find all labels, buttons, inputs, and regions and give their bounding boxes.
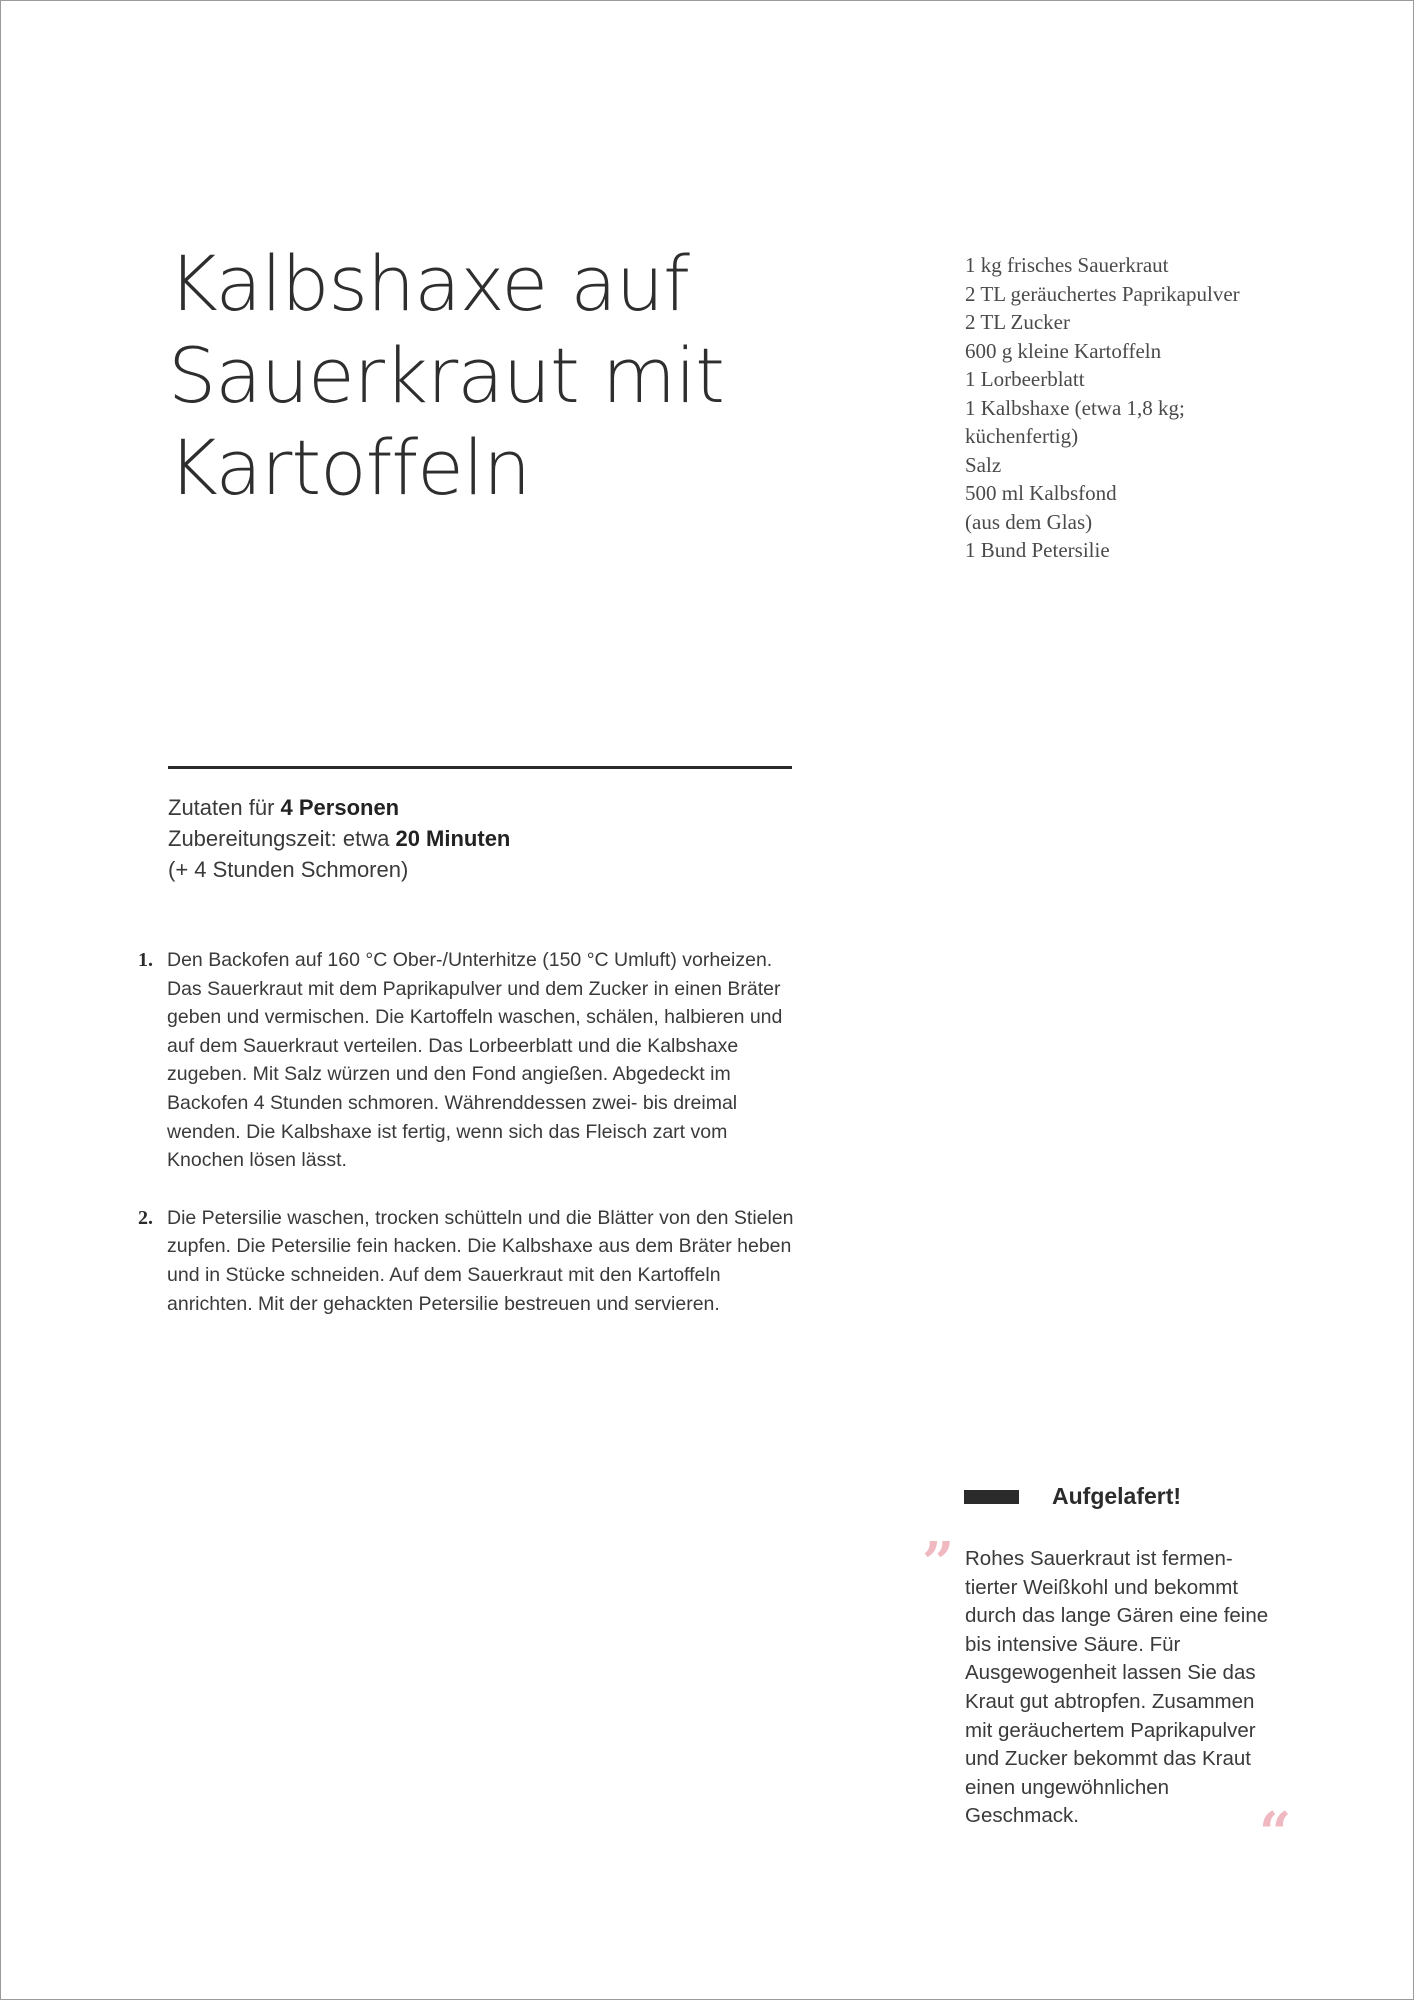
preparation-steps [136,946,796,1347]
ingredient-item: Salz [965,452,1002,477]
extra-time: (+ 4 Stunden Schmoren) [168,857,409,882]
section-divider [168,766,792,769]
servings-prefix: Zutaten für [168,795,281,820]
title-line-2: Sauerkraut mit [168,331,724,420]
tip-line: und Zucker bekommt das Kraut [965,1747,1251,1771]
tip-line: einen ungewöhnlichen [965,1775,1170,1799]
tip-line: Ausgewogenheit lassen Sie das [965,1661,1256,1685]
servings-line [168,792,788,823]
time-line [168,823,788,854]
ingredients-list [965,251,1325,565]
tip-line: Geschmack. [965,1804,1079,1828]
title-line-1: Kalbshaxe auf [168,239,689,328]
recipe-meta [168,792,788,885]
tip-line: durch das lange Gären eine feine [965,1604,1269,1628]
quote-close-icon: “ [1259,1800,1292,1866]
recipe-title [168,238,788,514]
step-text: Den Backofen auf 160 °C Ober-/Unterhitze (150 °C Umluft) vorheizen. Das Sauerkraut mit dem Paprikapulver und dem Zucker in einen Bräter geben und vermischen. Die Kartoffeln waschen, schälen, halbieren und auf dem Sauerkraut verteilen. Das Lorbeerblatt und die Kalbshaxe zugeben. Mit Salz würzen und den Fond angießen. Abgedeckt im Backofen 4 Stunden schmoren. Währenddessen zwei- bis dreimal wenden. Die Kalbshaxe ist fertig, wenn sich das Fleisch zart vom Knochen lösen lässt. [167,949,783,1172]
title-line-3: Kartoffeln [168,423,531,512]
time-value: 20 Minuten [395,826,511,851]
ingredient-item: 2 TL geräuchertes Paprikapulver [965,281,1240,306]
tip-line: tierter Weißkohl und bekommt [965,1575,1239,1599]
time-prefix: Zubereitungszeit: etwa [168,826,396,851]
ingredient-item: 1 kg frisches Sauerkraut [965,253,1169,277]
ingredient-item: 1 Lorbeerblatt [965,367,1085,391]
step-2 [136,1204,796,1318]
ingredient-item: (aus dem Glas) [965,509,1093,534]
tip-line: Kraut gut abtropfen. Zusammen [965,1689,1255,1713]
quote-open-icon: ” [922,1530,955,1596]
tip-heading: Aufgelafert! [1052,1483,1182,1509]
ingredient-item: 1 Kalbshaxe (etwa 1,8 kg; [965,395,1185,420]
step-number: 2. [138,1206,153,1229]
ingredient-item: 500 ml Kalbsfond [965,481,1117,505]
servings-value: 4 Personen [280,795,400,820]
tip-line: mit geräuchertem Paprikapulver [965,1718,1256,1742]
step-number: 1. [138,949,153,971]
ingredient-item: 600 g kleine Kartoffeln [965,338,1162,363]
step-text: Die Petersilie waschen, trocken schütteln und die Blätter von den Stielen zupfen. Die Petersilie fein hacken. Die Kalbshaxe aus dem Bräter heben und in Stücke schneiden. Auf dem Sauerkraut mit den Kartoffeln anrichten. Mit der gehackten Petersilie bestreuen und servieren. [167,1206,794,1315]
step-1 [136,946,796,1175]
tip-line: Rohes Sauerkraut ist fermen- [965,1547,1233,1570]
tip-text [965,1545,1310,1831]
ingredient-item: küchenfertig) [965,424,1079,448]
tip-line: bis intensive Säure. Für [965,1632,1181,1656]
tip-heading-bar [964,1490,1019,1504]
ingredient-item: 1 Bund Petersilie [965,538,1110,562]
ingredient-item: 2 TL Zucker [965,310,1070,334]
